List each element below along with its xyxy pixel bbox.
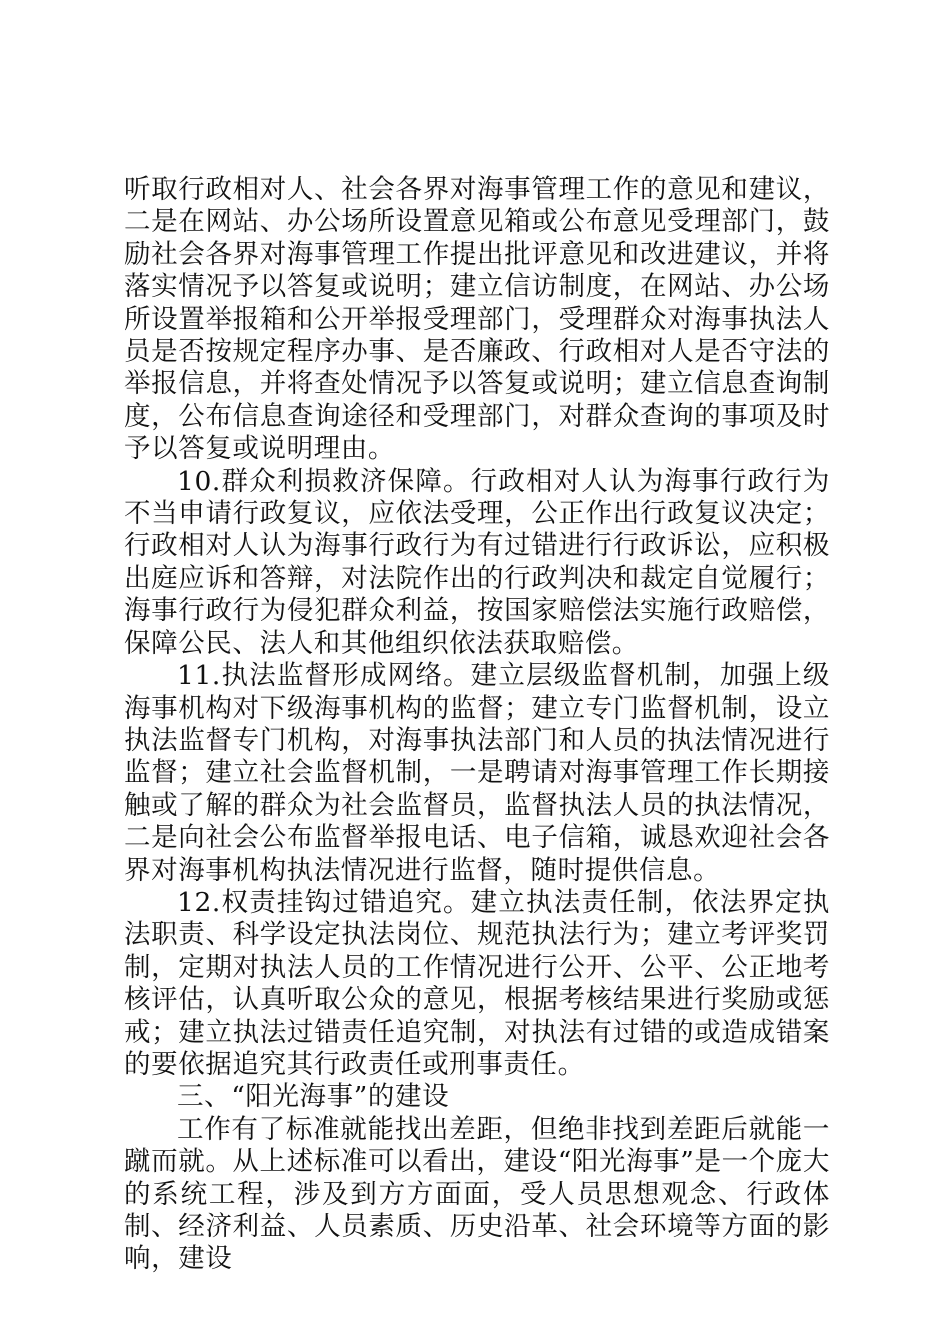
document-body: [124, 174, 830, 1276]
paragraph-item-10: 10.群众利损救济保障。行政相对人认为海事行政行为不当申请行政复议，应依法受理，公正作出行政复议决定；行政相对人认为海事行政行为有过错进行行政诉讼，应积极出庭应诉和答辩，对法院作出的行政判决和裁定自觉履行；海事行政行为侵犯群众利益，按国家赔偿法实施行政赔偿，保障公民、法人和其他组织依法获取赔偿。: [124, 465, 830, 659]
section-heading: 三、“阳光海事”的建设: [177, 1081, 450, 1113]
paragraph-item-12: 12.权责挂钩过错追究。建立执法责任制，依法界定执法职责、科学设定执法岗位、规范执法行为；建立考评奖罚制，定期对执法人员的工作情况进行公开、公平、公正地考核评估，认真听取公众的意见，根据考核结果进行奖励或惩戒；建立执法过错责任追究制，对执法有过错的或造成错案的要依据追究其行政责任或刑事责任。: [124, 886, 830, 1080]
paragraph-continuation: 听取行政相对人、社会各界对海事管理工作的意见和建议，二是在网站、办公场所设置意见箱或公布意见受理部门，鼓励社会各界对海事管理工作提出批评意见和改进建议，并将落实情况予以答复或说明；建立信访制度，在网站、办公场所设置举报箱和公开举报受理部门，受理群众对海事执法人员是否按规定程序办事、是否廉政、行政相对人是否守法的举报信息，并将查处情况予以答复或说明；建立信息查询制度，公布信息查询途径和受理部门，对群众查询的事项及时予以答复或说明理由。: [124, 174, 830, 465]
paragraph-section-intro: 工作有了标准就能找出差距，但绝非找到差距后就能一蹴而就。从上述标准可以看出，建设“阳光海事”是一个庞大的系统工程，涉及到方方面面，受人员思想观念、行政体制、经济利益、人员素质、历史沿革、社会环境等方面的影响，建设: [124, 1113, 830, 1275]
paragraph-item-11: 11.执法监督形成网络。建立层级监督机制，加强上级海事机构对下级海事机构的监督；建立专门监督机制，设立执法监督专门机构，对海事执法部门和人员的执法情况进行监督；建立社会监督机制，一是聘请对海事管理工作长期接触或了解的群众为社会监督员，监督执法人员的执法情况，二是向社会公布监督举报电话、电子信箱，诚恳欢迎社会各界对海事机构执法情况进行监督，随时提供信息。: [124, 660, 830, 886]
